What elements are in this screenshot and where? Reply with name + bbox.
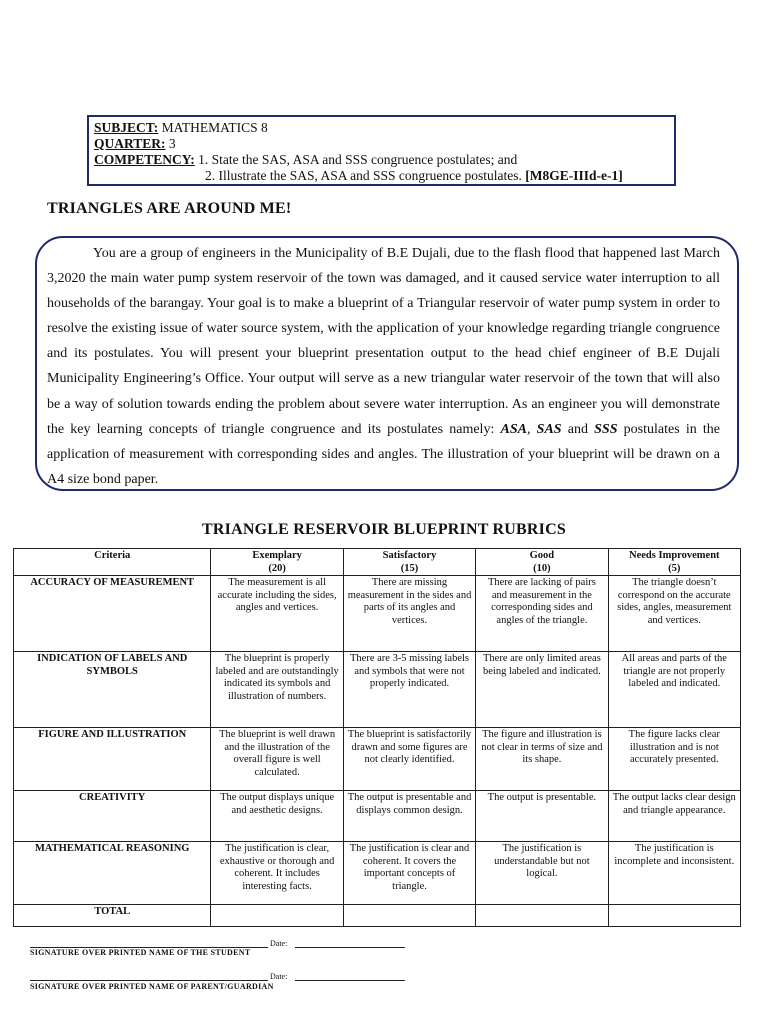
rubric-header-row bbox=[14, 549, 741, 576]
satisfactory-cell: The justification is clear and coherent. It covers the important concepts of triangle. bbox=[343, 842, 475, 905]
exemplary-cell: The blueprint is properly labeled and are outstandingly indicated its symbols and illustration of numbers. bbox=[211, 652, 343, 728]
good-cell: The figure and illustration is not clear in terms of size and its shape. bbox=[476, 728, 608, 791]
total-satisfactory-cell[interactable] bbox=[343, 905, 475, 927]
parent-signature-caption: SIGNATURE OVER PRINTED NAME OF PARENT/GUARDIAN bbox=[30, 982, 274, 991]
satisfactory-cell: There are 3-5 missing labels and symbols that were not properly indicated. bbox=[343, 652, 475, 728]
needs-improvement-cell: The triangle doesn’t correspond on the accurate sides, angles, measurement and vertices. bbox=[608, 576, 740, 652]
exemplary-cell: The justification is clear, exhaustive or thorough and coherent. It includes interesting facts. bbox=[211, 842, 343, 905]
parent-signature-line[interactable] bbox=[30, 980, 268, 981]
table-row bbox=[14, 791, 741, 842]
total-exemplary-cell[interactable] bbox=[211, 905, 343, 927]
header-satisfactory: Satisfactory (15) bbox=[343, 549, 475, 576]
page-title: TRIANGLES ARE AROUND ME! bbox=[47, 200, 292, 217]
total-row bbox=[14, 905, 741, 927]
criteria-cell: MATHEMATICAL REASONING bbox=[14, 842, 211, 905]
criteria-cell: INDICATION OF LABELS AND SYMBOLS bbox=[14, 652, 211, 728]
competency-code: [M8GE-IIId-e-1] bbox=[525, 168, 623, 183]
table-row bbox=[14, 576, 741, 652]
satisfactory-cell: There are missing measurement in the sides and parts of its angles and vertices. bbox=[343, 576, 475, 652]
table-row bbox=[14, 728, 741, 791]
competency-item-1: 1. State the SAS, ASA and SSS congruence postulates; and bbox=[198, 152, 518, 167]
good-cell: The output is presentable. bbox=[476, 791, 608, 842]
subject-label: SUBJECT: bbox=[94, 120, 159, 135]
table-row bbox=[14, 652, 741, 728]
criteria-cell: FIGURE AND ILLUSTRATION bbox=[14, 728, 211, 791]
needs-improvement-cell: All areas and parts of the triangle are not properly labeled and indicated. bbox=[608, 652, 740, 728]
sas-term: SAS bbox=[536, 421, 562, 437]
quarter-label: QUARTER: bbox=[94, 136, 166, 151]
satisfactory-cell: The blueprint is satisfactorily drawn and some figures are not clearly identified. bbox=[343, 728, 475, 791]
competency-label: COMPETENCY: bbox=[94, 152, 195, 167]
subject-header-box bbox=[87, 115, 676, 186]
subject-value: MATHEMATICS 8 bbox=[161, 120, 268, 135]
rubric-table bbox=[13, 548, 741, 927]
needs-improvement-cell: The figure lacks clear illustration and is not accurately presented. bbox=[608, 728, 740, 791]
scenario-paragraph bbox=[47, 241, 720, 492]
parent-date-line[interactable] bbox=[295, 980, 405, 981]
scenario-comma: , bbox=[526, 421, 531, 437]
competency-item-2: 2. Illustrate the SAS, ASA and SSS congruence postulates. bbox=[205, 168, 522, 183]
asa-term: ASA bbox=[500, 421, 527, 437]
header-exemplary: Exemplary (20) bbox=[211, 549, 343, 576]
exemplary-cell: The blueprint is well drawn and the illustration of the overall figure is well calculated. bbox=[211, 728, 343, 791]
criteria-cell: CREATIVITY bbox=[14, 791, 211, 842]
student-date-line[interactable] bbox=[295, 947, 405, 948]
quarter-value: 3 bbox=[168, 136, 176, 151]
sss-term: SSS bbox=[594, 421, 618, 437]
good-cell: The justification is understandable but not logical. bbox=[476, 842, 608, 905]
good-cell: There are lacking of pairs and measurement in the corresponding sides and angles of the triangle. bbox=[476, 576, 608, 652]
table-row bbox=[14, 842, 741, 905]
good-cell: There are only limited areas being labeled and indicated. bbox=[476, 652, 608, 728]
satisfactory-cell: The output is presentable and displays common design. bbox=[343, 791, 475, 842]
scenario-and: and bbox=[567, 421, 588, 437]
needs-improvement-cell: The justification is incomplete and inconsistent. bbox=[608, 842, 740, 905]
exemplary-cell: The output displays unique and aesthetic designs. bbox=[211, 791, 343, 842]
rubric-title: TRIANGLE RESERVOIR BLUEPRINT RUBRICS bbox=[202, 521, 566, 538]
parent-date-label: Date: bbox=[270, 972, 288, 981]
criteria-cell: ACCURACY OF MEASUREMENT bbox=[14, 576, 211, 652]
scenario-text-2: postulates in the application of measurement with corresponding sides and angles. The illustration of your blueprint will be drawn on a A4 size bond paper. bbox=[47, 421, 720, 487]
total-good-cell[interactable] bbox=[476, 905, 608, 927]
total-needs-improvement-cell[interactable] bbox=[608, 905, 740, 927]
header-good: Good (10) bbox=[476, 549, 608, 576]
exemplary-cell: The measurement is all accurate including the sides, angles and vertices. bbox=[211, 576, 343, 652]
scenario-text-1: You are a group of engineers in the Municipality of B.E Dujali, due to the flash flood that happened last March 3,2020 the main water pump system reservoir of the town was damaged, and it caused service water interruption to all households of the barangay. Your goal is to make a blueprint of a Triangular reservoir of water pump system in order to resolve the existing issue of water source system, with the application of your knowledge regarding triangle congruence and its postulates. You will present your blueprint presentation output to the head chief engineer of B.E Dujali Municipality Engineering’s Office. Your output will serve as a new triangular water reservoir of the town that will also be a way of solution towards ending the problem about severe water interruption. As an engineer you will demonstrate the key learning concepts of triangle congruence and its postulates namely: bbox=[47, 246, 720, 437]
student-signature-caption: SIGNATURE OVER PRINTED NAME OF THE STUDENT bbox=[30, 948, 251, 957]
header-criteria: Criteria bbox=[14, 549, 211, 576]
header-needs-improvement: Needs Improvement (5) bbox=[608, 549, 740, 576]
total-label: TOTAL bbox=[14, 905, 211, 927]
student-date-label: Date: bbox=[270, 939, 288, 948]
needs-improvement-cell: The output lacks clear design and triangle appearance. bbox=[608, 791, 740, 842]
